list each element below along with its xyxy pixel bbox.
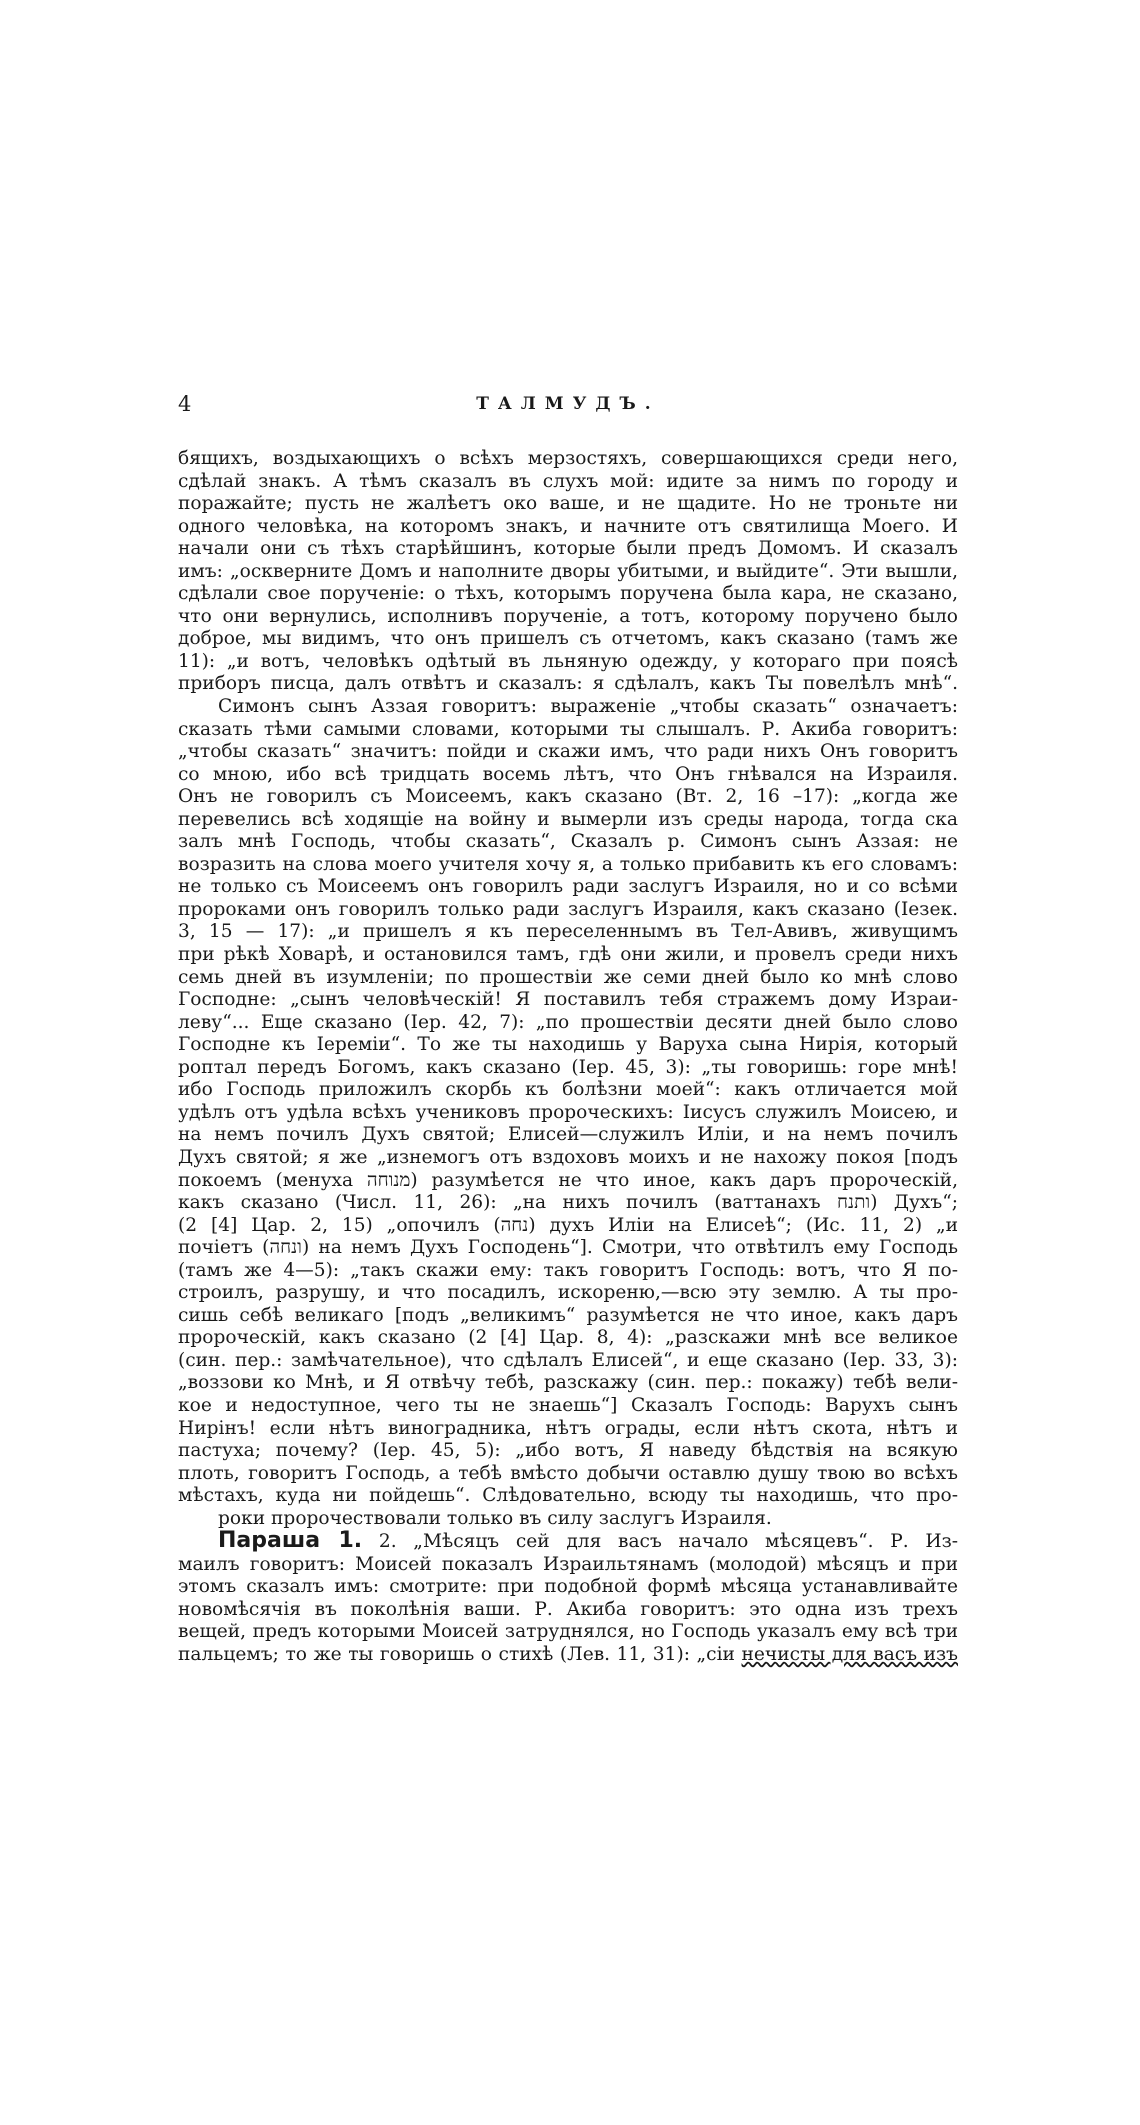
text-line: возразить на слова моего учителя хочу я, а только прибавить къ его словамъ: xyxy=(178,853,958,875)
text-line: новомѣсячія въ поколѣнія ваши. Р. Акиба говоритъ: это одна изъ трехъ xyxy=(178,1598,958,1620)
text-line: пророческій, какъ сказано (2 [4] Цар. 8, 4): „разскажи мнѣ все великое xyxy=(178,1327,958,1349)
text-line: этомъ сказалъ имъ: смотрите: при подобной формѣ мѣсяца устанавливайте xyxy=(178,1576,958,1598)
text-line: имъ: „оскверните Домъ и наполните дворы убитыми, и выйдите“. Эти вышли, xyxy=(178,560,958,582)
page-number: 4 xyxy=(178,392,192,416)
parasha-first-line xyxy=(178,1530,958,1554)
text-line: роптал передъ Богомъ, какъ сказано (Іер. 45, 3): „ты говоришь: горе мнѣ! xyxy=(178,1056,958,1078)
text-line: Духъ святой; я же „изнемогъ отъ вздоховъ моихъ и не нахожу покоя [подъ xyxy=(178,1146,958,1168)
text-line: со мною, ибо всѣ тридцать восемь лѣтъ, что Онъ гнѣвался на Израиля. xyxy=(178,763,958,785)
text-line: поражайте; пусть не жалѣетъ око ваше, и не щадите. Но не троньте ни xyxy=(178,493,958,515)
text-line: вещей, предъ которыми Моисей затруднялся, но Господь указалъ ему всѣ три xyxy=(178,1621,958,1643)
text-line: леву“... Еще сказано (Іер. 42, 7): „по прошествіи десяти дней было слово xyxy=(178,1011,958,1033)
page-header xyxy=(178,392,958,422)
text-line: ибо Господь приложилъ скорбь къ болѣзни моей“: какъ отличается мой xyxy=(178,1079,958,1101)
text-line: при рѣкѣ Ховарѣ, и остановился тамъ, гдѣ они жили, и провелъ среди нихъ xyxy=(178,944,958,966)
text-line: залъ мнѣ Господь, чтобы сказать“, Сказалъ р. Симонъ сынъ Аззая: не xyxy=(178,831,958,853)
text-line: сдѣлай знакъ. А тѣмъ сказалъ въ слухъ мой: идите за нимъ по городу и xyxy=(178,470,958,492)
text-line: сказать тѣми самыми словами, которыми ты слышалъ. Р. Акиба говоритъ: xyxy=(178,718,958,740)
text-line: приборъ писца, далъ отвѣтъ и сказалъ: я сдѣлалъ, какъ Ты повелѣлъ мнѣ“. xyxy=(178,673,958,695)
text-line: почіетъ (ונחה) на немъ Духъ Господень“]. Смотри, что отвѣтилъ ему Господь xyxy=(178,1237,959,1259)
text-line: покоемъ (менуха מנוחה) разумѣется не что иное, какъ даръ пророческій, xyxy=(178,1169,958,1191)
text-line: пастуха; почему? (Іер. 45, 5): „ибо вотъ, Я наведу бѣдствія на всякую xyxy=(178,1440,958,1462)
text-line: мѣстахъ, куда ни пойдешь“. Слѣдовательно, всюду ты находишь, что про- xyxy=(178,1485,958,1507)
text-line: (тамъ же 4—5): „такъ скажи ему: такъ говоритъ Господь: вотъ, что Я по- xyxy=(178,1259,958,1281)
text-line: на немъ почилъ Духъ святой; Елисей—служилъ Иліи, и на немъ почилъ xyxy=(178,1124,958,1146)
text-line: (2 [4] Цар. 2, 15) „опочилъ (נחה) духъ Иліи на Елисеѣ“; (Ис. 11, 2) „и xyxy=(178,1214,958,1236)
parasha-first-line-text: 2. „Мѣсяцъ сей для васъ начало мѣсяцевъ“. Р. Из- xyxy=(378,1531,958,1553)
text-line: Господне къ Іереміи“. То же ты находишь у Варуха сына Нирія, который xyxy=(178,1034,958,1056)
running-title: ТАЛМУДЪ. xyxy=(476,394,660,414)
parasha-last-line-start: пальцемъ; то же ты говоришь о стихѣ (Лев. 11, 31): „сіи xyxy=(178,1643,735,1665)
text-line: одного человѣка, на которомъ знакъ, и начните отъ святилища Моего. И xyxy=(178,515,958,537)
text-line: Симонъ сынъ Аззая говоритъ: выраженіе „чтобы сказать“ означаетъ: xyxy=(218,696,958,718)
text-line: доброе, мы видимъ, что онъ пришелъ съ отчетомъ, какъ сказано (тамъ же xyxy=(178,628,958,650)
text-line: сишь себѣ великаго [подъ „великимъ“ разумѣется не что иное, какъ даръ xyxy=(178,1304,958,1326)
text-line: „воззови ко Мнѣ, и Я отвѣчу тебѣ, разскажу (син. пер.: покажу) тебѣ вели- xyxy=(178,1372,958,1394)
text-line: Господне: „сынъ человѣческій! Я поставилъ тебя стражемъ дому Израи- xyxy=(178,989,958,1011)
text-line: Нирінъ! если нѣтъ виноградника, нѣтъ ограды, если нѣтъ скота, нѣтъ и xyxy=(178,1417,958,1439)
text-line: что они вернулись, исполнивъ порученіе, а тотъ, которому поручено было xyxy=(178,605,958,627)
text-line xyxy=(178,1644,958,1667)
text-line: начали они съ тѣхъ старѣйшинъ, которые были предъ Домомъ. И сказалъ xyxy=(178,538,958,560)
parasha-heading: Параша 1. xyxy=(218,1528,363,1554)
underlined-phrase: нечисты для васъ изъ xyxy=(741,1643,958,1665)
text-line: (син. пер.: замѣчательное), что сдѣлалъ Елисей“, и еще сказано (Іер. 33, 3): xyxy=(178,1349,958,1371)
text-line: удѣлъ отъ удѣла всѣхъ учениковъ пророческихъ: Іисусъ служилъ Моисею, и xyxy=(178,1101,958,1123)
text-line: не только съ Моисеемъ онъ говорилъ ради заслугъ Израиля, но и со всѣми xyxy=(178,876,958,898)
text-line: 3, 15 — 17): „и пришелъ я къ переселеннымъ въ Тел-Авивъ, живущимъ xyxy=(178,921,958,943)
text-line: плоть, говоритъ Господь, а тебѣ вмѣсто добычи оставлю душу твою во всѣхъ xyxy=(178,1462,958,1484)
text-line: пророками онъ говорилъ только ради заслугъ Израиля, какъ сказано (Іезек. xyxy=(178,898,958,920)
text-line: семь дней въ изумленіи; по прошествіи же семи дней было ко мнѣ слово xyxy=(178,966,958,988)
text-line: Онъ не говорилъ съ Моисеемъ, какъ сказано (Вт. 2, 16 –17): „когда же xyxy=(178,786,958,808)
text-line: перевелись всѣ ходящіе на войну и вымерли изъ среды народа, тогда ска xyxy=(178,808,958,830)
main-text xyxy=(178,448,958,1667)
text-line: сдѣлали свое порученіе: о тѣхъ, которымъ поручена была кара, не сказано, xyxy=(178,583,958,605)
text-line: кое и недоступное, чего ты не знаешь“] Сказалъ Господь: Варухъ сынъ xyxy=(178,1394,958,1416)
text-line: 11): „и вотъ, человѣкъ одѣтый въ льняную одежду, у котораго при поясѣ xyxy=(178,650,958,672)
text-line: какъ сказано (Числ. 11, 26): „на нихъ почилъ (ваттанахъ ותנח) Духъ“; xyxy=(178,1192,959,1214)
text-line: роки пророчествовали только въ силу заслугъ Израиля. xyxy=(218,1507,772,1529)
text-line: строилъ, разрушу, и что посадилъ, искореню,—всю эту землю. А ты про- xyxy=(178,1282,958,1304)
text-line: „чтобы сказать“ значитъ: пойди и скажи имъ, что ради нихъ Онъ говоритъ xyxy=(178,741,958,763)
text-line: маилъ говоритъ: Моисей показалъ Израильтянамъ (молодой) мѣсяцъ и при xyxy=(178,1553,958,1575)
text-line: бящихъ, воздыхающихъ о всѣхъ мерзостяхъ, совершающихся среди него, xyxy=(178,448,958,469)
